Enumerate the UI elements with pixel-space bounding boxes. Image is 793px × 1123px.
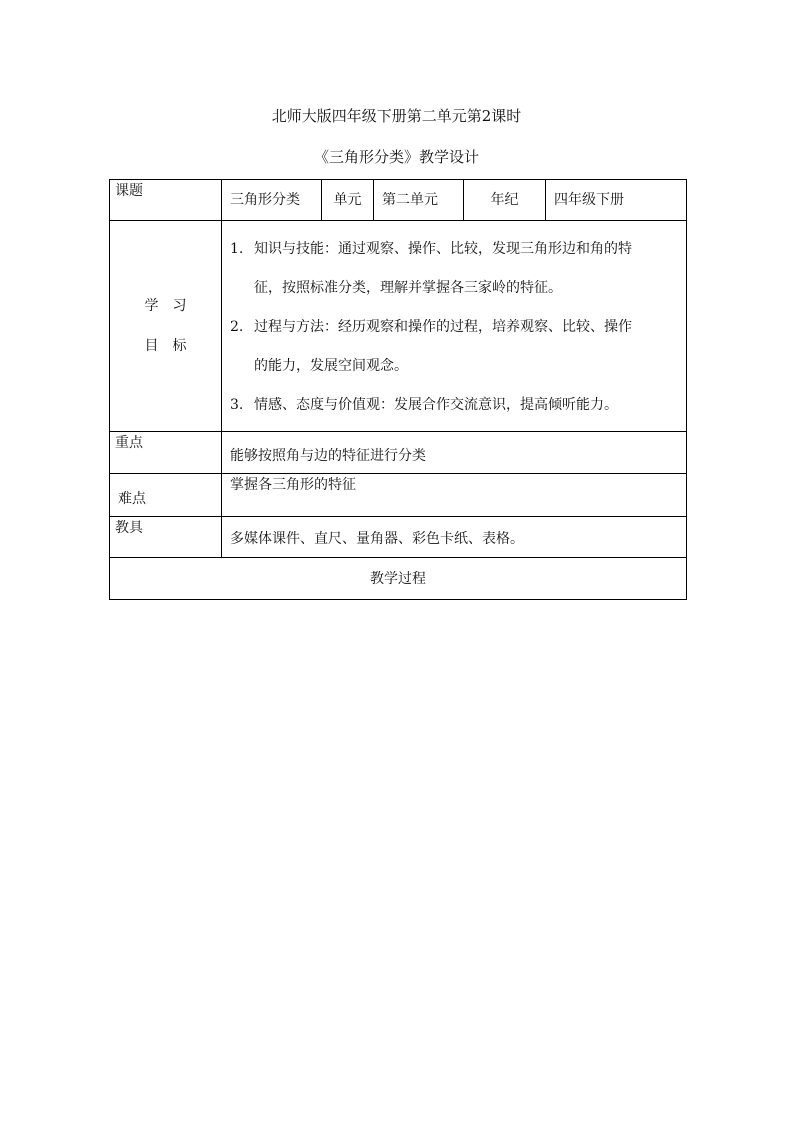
topic-label: 课题 bbox=[110, 180, 222, 221]
document-title: 北师大版四年级下册第二单元第2课时 bbox=[271, 107, 522, 125]
unit-label: 单元 bbox=[322, 180, 374, 221]
process-row bbox=[110, 558, 687, 600]
difficulty-label: 难点 bbox=[110, 474, 222, 517]
topic-value: 三角形分类 bbox=[222, 180, 322, 221]
key-point-row bbox=[110, 432, 687, 474]
goals-label-line1: 学习 bbox=[144, 298, 201, 314]
tools-value: 多媒体课件、直尺、量角器、彩色卡纸、表格。 bbox=[222, 517, 687, 558]
key-point-value: 能够按照角与边的特征进行分类 bbox=[222, 432, 687, 474]
grade-label: 年纪 bbox=[464, 180, 546, 221]
unit-value: 第二单元 bbox=[374, 180, 464, 221]
key-point-label: 重点 bbox=[110, 432, 222, 474]
goal-number: 1. bbox=[230, 241, 244, 257]
goal-line: 知识与技能：通过观察、操作、比较，发现三角形边和角的特 bbox=[254, 241, 632, 257]
goals-row bbox=[110, 221, 687, 432]
goals-list bbox=[222, 221, 687, 432]
lesson-plan-table bbox=[109, 179, 687, 600]
goal-text bbox=[254, 386, 680, 425]
tools-row bbox=[110, 517, 687, 558]
goals-label-line2: 目标 bbox=[144, 338, 201, 354]
topic-row bbox=[110, 180, 687, 221]
goal-item bbox=[230, 308, 680, 386]
document-subtitle: 《三角形分类》教学设计 bbox=[313, 148, 479, 166]
goal-line: 过程与方法：经历观察和操作的过程，培养观察、比较、操作 bbox=[254, 319, 632, 335]
goals-label bbox=[110, 221, 222, 432]
goal-number: 3. bbox=[230, 397, 244, 413]
goal-text bbox=[254, 308, 680, 386]
goal-line: 的能力，发展空间观念。 bbox=[254, 358, 408, 374]
goal-text bbox=[254, 230, 680, 308]
goal-line: 征，按照标准分类，理解并掌握各三家岭的特征。 bbox=[254, 280, 562, 296]
tools-label: 教具 bbox=[110, 517, 222, 558]
goal-item bbox=[230, 230, 680, 308]
difficulty-value: 掌握各三角形的特征 bbox=[222, 474, 687, 517]
process-heading: 教学过程 bbox=[110, 558, 687, 600]
grade-value: 四年级下册 bbox=[546, 180, 687, 221]
difficulty-row bbox=[110, 474, 687, 517]
goal-number: 2. bbox=[230, 319, 244, 335]
goal-item bbox=[230, 386, 680, 425]
goal-line: 情感、态度与价值观：发展合作交流意识，提高倾听能力。 bbox=[254, 397, 618, 413]
